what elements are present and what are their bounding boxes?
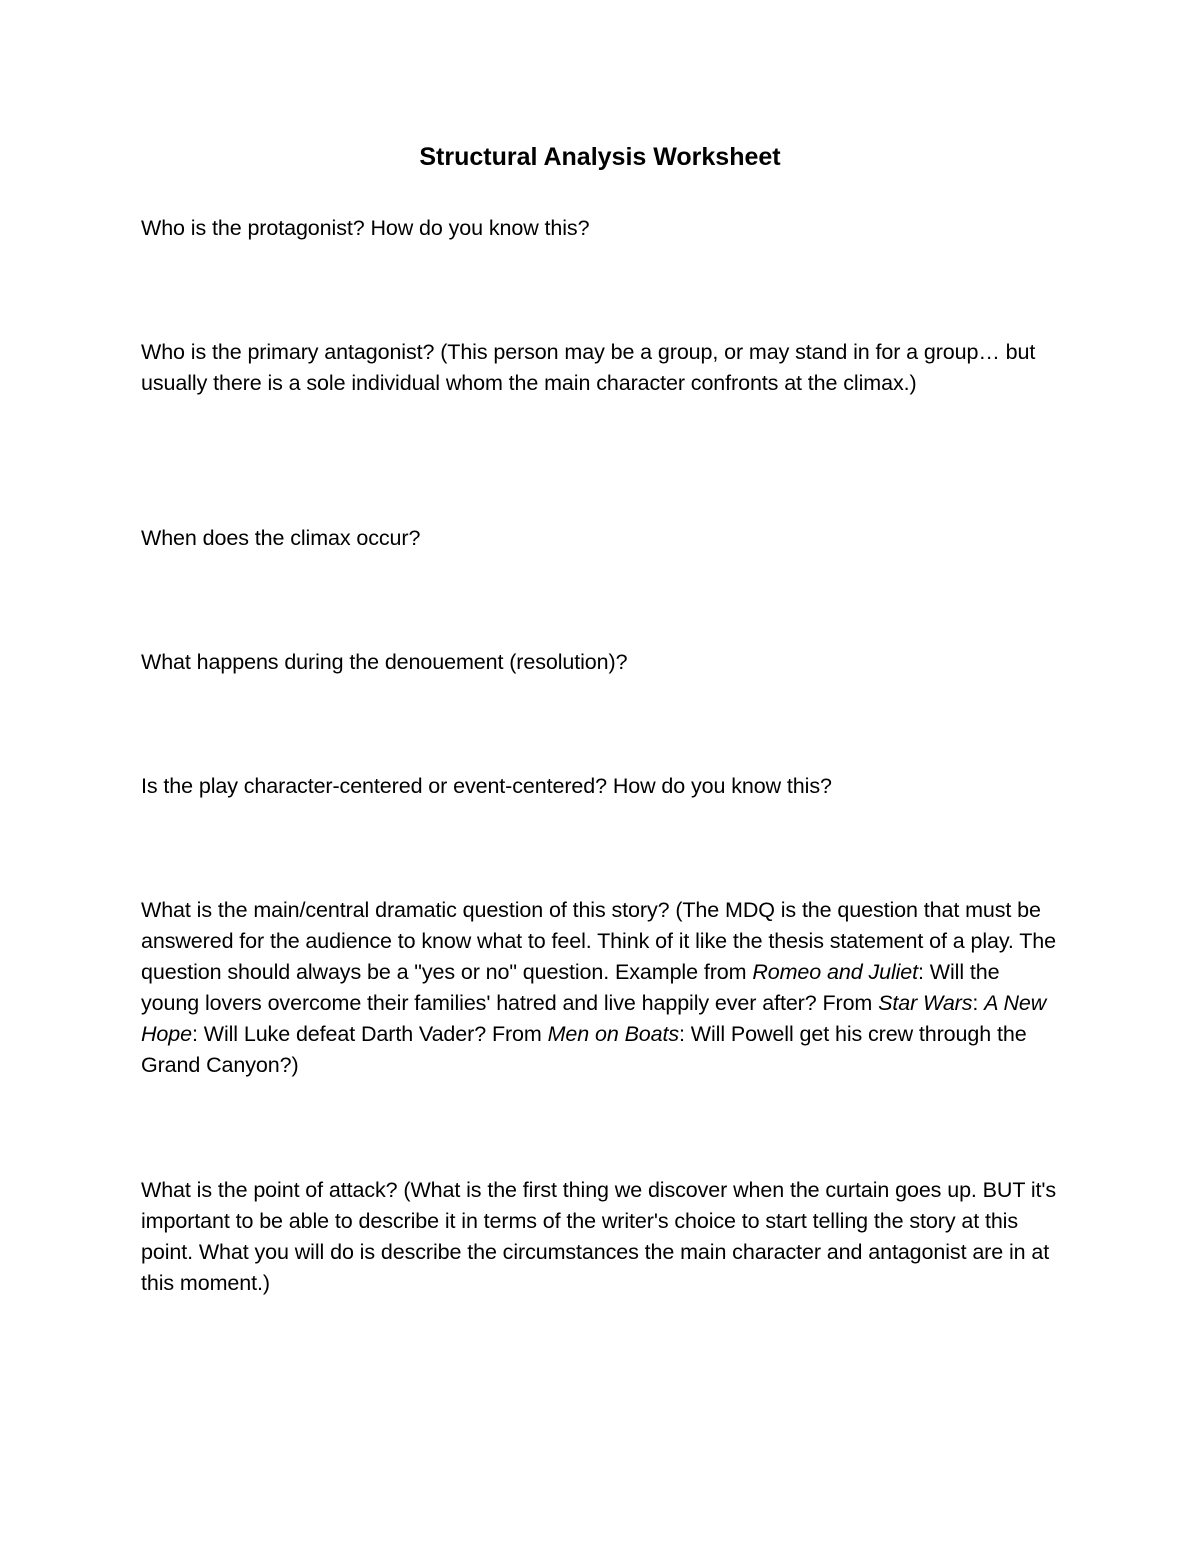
- question-protagonist: Who is the protagonist? How do you know this?: [141, 216, 590, 240]
- mdq-title-romeo-and-juliet: Romeo and Juliet: [752, 960, 919, 984]
- mdq-title-a-new-hope: A New Hope: [141, 991, 1047, 1046]
- mdq-text-2: : Will the young lovers overcome their families' hatred and live happily ever after? From: [141, 960, 1000, 1015]
- mdq-title-star-wars: Star Wars: [878, 991, 973, 1015]
- question-point-of-attack: What is the point of attack? (What is the first thing we discover when the curtain goes up. BUT it's important to be able to describe it in terms of the writer's choice to start telling the story at this point. What you will do is describe the circumstances the main character and antagonist are in at this moment.): [141, 1178, 1057, 1295]
- question-character-event: Is the play character-centered or event-centered? How do you know this?: [141, 774, 832, 798]
- mdq-title-men-on-boats: Men on Boats: [547, 1022, 680, 1046]
- question-denouement: What happens during the denouement (resolution)?: [141, 650, 628, 674]
- mdq-text-5: : Will Powell get his crew through the Grand Canyon?): [141, 1022, 1027, 1077]
- page-title: Structural Analysis Worksheet: [419, 143, 781, 171]
- question-antagonist: Who is the primary antagonist? (This person may be a group, or may stand in for a group… but usually there is a sole individual whom the main character confronts at the climax.): [141, 340, 1036, 395]
- mdq-text-3: :: [972, 991, 985, 1015]
- mdq-text-4: : Will Luke defeat Darth Vader? From: [192, 1022, 548, 1046]
- mdq-text-1: What is the main/central dramatic question of this story? (The MDQ is the question that must be answered for the audience to know what to feel. Think of it like the thesis statement of a play. The question should always be a "yes or no" question. Example from: [141, 898, 1057, 984]
- question-dramatic-question: [141, 895, 1061, 1081]
- question-climax: When does the climax occur?: [141, 526, 421, 550]
